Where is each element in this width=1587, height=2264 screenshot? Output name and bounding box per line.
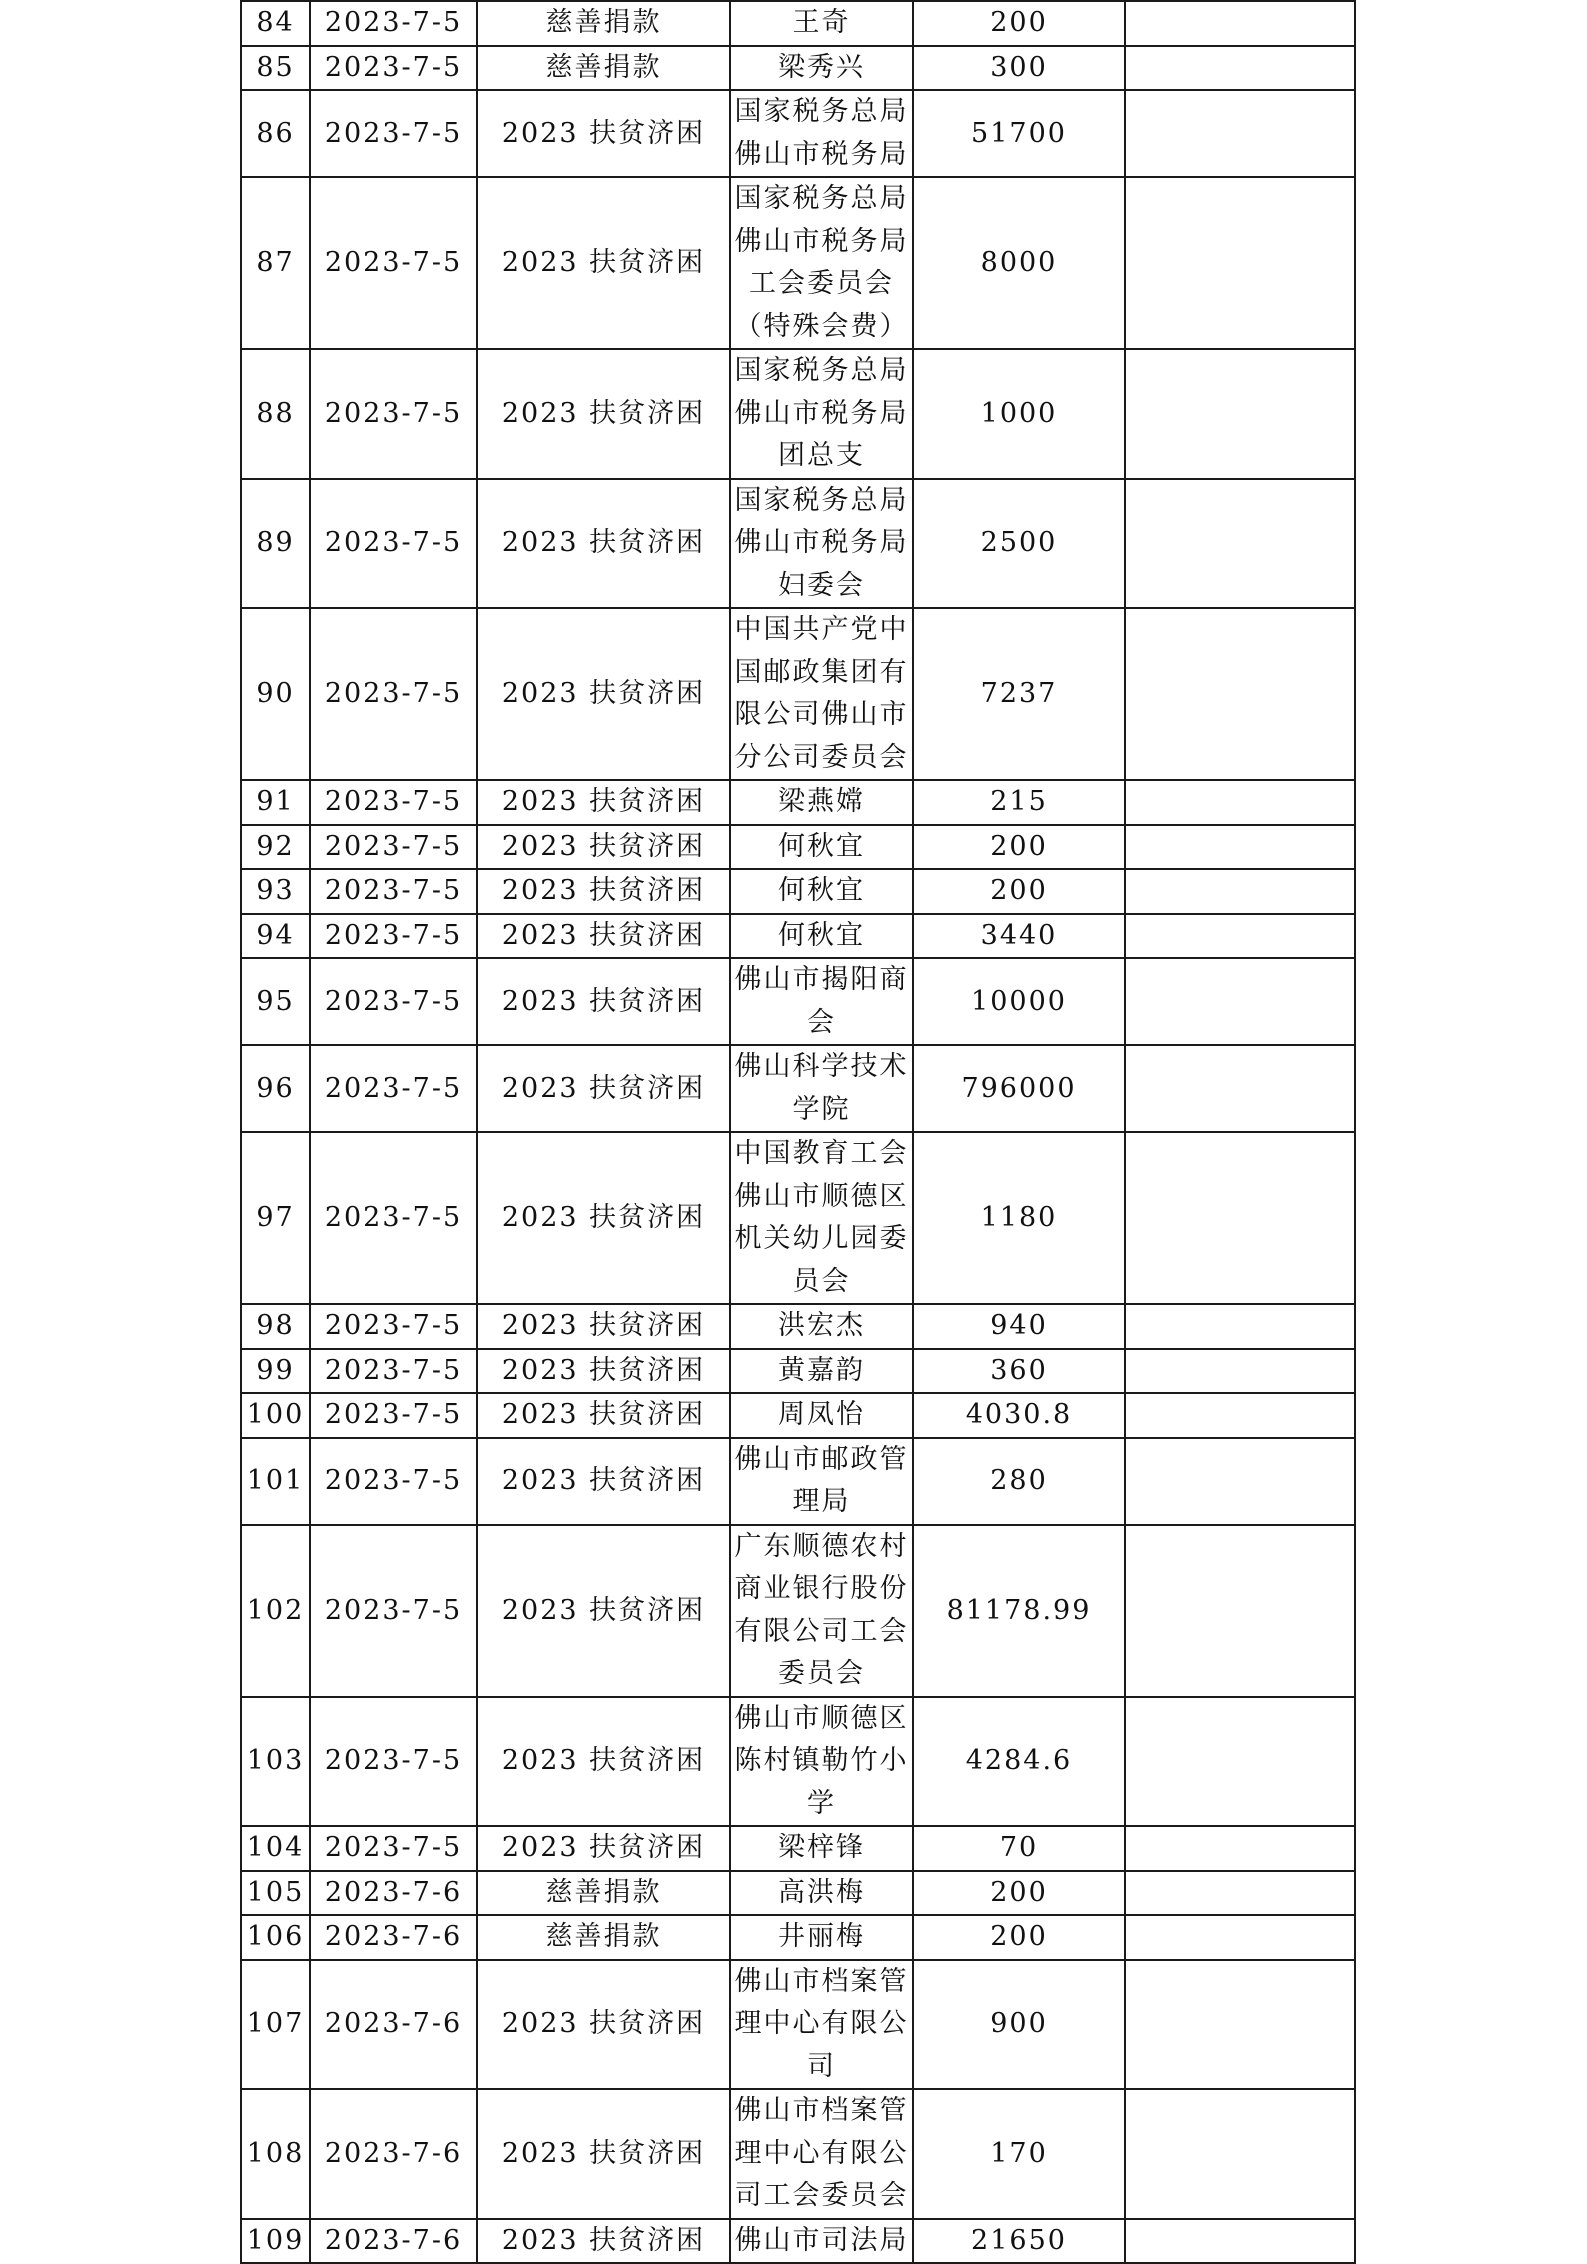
date-cell: 2023-7-5	[310, 349, 477, 479]
donor-name-line: 梁梓锋	[778, 1832, 865, 1863]
donation-type-cell: 2023 扶贫济困	[477, 1132, 730, 1304]
row-number-cell: 106	[241, 1915, 310, 1960]
donor-name-line: 佛山市顺德区	[734, 1702, 909, 1734]
donor-name-line: 周凤怡	[778, 1399, 865, 1430]
date-cell: 2023-7-5	[310, 958, 477, 1045]
donor-name-line: 何秋宜	[778, 875, 865, 906]
donor-name-line: 广东顺德农村	[734, 1530, 909, 1562]
date-cell: 2023-7-5	[310, 780, 477, 825]
row-number-cell: 85	[241, 46, 310, 91]
note-cell	[1125, 46, 1355, 91]
date-cell: 2023-7-5	[310, 1132, 477, 1304]
donation-type-cell: 2023 扶贫济困	[477, 2089, 730, 2219]
table-row	[241, 958, 1355, 1045]
table-row	[241, 349, 1355, 479]
date-cell: 2023-7-5	[310, 1349, 477, 1394]
note-cell	[1125, 1, 1355, 46]
note-cell	[1125, 825, 1355, 870]
row-number-cell: 107	[241, 1960, 310, 2090]
donation-type-cell: 2023 扶贫济困	[477, 1826, 730, 1871]
donor-name-cell	[730, 780, 913, 825]
donor-name-line: 何秋宜	[778, 919, 865, 951]
donor-name-line: 王奇	[792, 7, 851, 38]
donor-name-cell	[730, 1349, 913, 1394]
donation-type-cell: 2023 扶贫济困	[477, 1045, 730, 1132]
note-cell	[1125, 1304, 1355, 1349]
donor-name-line: 陈村镇勒竹小	[734, 1745, 909, 1776]
date-cell: 2023-7-5	[310, 1, 477, 46]
donor-name-line: 中国教育工会	[734, 1138, 909, 1169]
donor-name-line: 团总支	[778, 440, 865, 471]
date-cell: 2023-7-5	[310, 1304, 477, 1349]
donor-name-line: 理局	[792, 1486, 851, 1517]
note-cell	[1125, 1045, 1355, 1132]
donor-name-line: 学院	[792, 1093, 851, 1125]
date-cell: 2023-7-6	[310, 1871, 477, 1916]
donor-name-cell	[730, 1960, 913, 2090]
table-row	[241, 90, 1355, 177]
table-row	[241, 914, 1355, 959]
donor-name-line: 员会	[792, 1265, 851, 1297]
donor-name-cell	[730, 1871, 913, 1916]
row-number-cell: 108	[241, 2089, 310, 2219]
amount-cell: 280	[913, 1438, 1125, 1525]
donor-name-cell	[730, 1438, 913, 1525]
donation-type-cell: 2023 扶贫济困	[477, 1393, 730, 1438]
donation-type-cell: 慈善捐款	[477, 1871, 730, 1916]
note-cell	[1125, 1349, 1355, 1394]
date-cell: 2023-7-5	[310, 1393, 477, 1438]
donor-name-line: 国家税务总局	[734, 183, 909, 214]
donation-type-cell: 2023 扶贫济困	[477, 780, 730, 825]
amount-cell: 3440	[913, 914, 1125, 959]
amount-cell: 51700	[913, 90, 1125, 177]
date-cell: 2023-7-6	[310, 2089, 477, 2219]
donation-type-cell: 2023 扶贫济困	[477, 1960, 730, 2090]
table-row	[241, 1525, 1355, 1697]
donor-name-line: 黄嘉韵	[778, 1354, 865, 1386]
amount-cell: 300	[913, 46, 1125, 91]
donor-name-line: 司工会委员会	[734, 2180, 909, 2211]
donor-name-line: 理中心有限公	[734, 2137, 909, 2169]
donation-type-cell: 2023 扶贫济困	[477, 479, 730, 609]
donor-name-line: 中国共产党中	[734, 614, 909, 645]
amount-cell: 21650	[913, 2219, 1125, 2264]
donor-name-cell	[730, 46, 913, 91]
donor-name-cell	[730, 1915, 913, 1960]
donor-name-cell	[730, 1, 913, 46]
donor-name-cell	[730, 1697, 913, 1827]
donor-name-cell	[730, 608, 913, 780]
note-cell	[1125, 1525, 1355, 1697]
amount-cell: 200	[913, 825, 1125, 870]
donor-name-line: 会	[807, 1006, 836, 1038]
donation-type-cell: 2023 扶贫济困	[477, 1697, 730, 1827]
table-row	[241, 1349, 1355, 1394]
donor-name-line: 佛山市司法局	[734, 2224, 909, 2256]
donor-name-cell	[730, 2219, 913, 2264]
table-row	[241, 1871, 1355, 1916]
note-cell	[1125, 1697, 1355, 1827]
amount-cell: 900	[913, 1960, 1125, 2090]
donor-name-line: 佛山市顺德区	[734, 1180, 909, 1212]
table-row	[241, 1915, 1355, 1960]
note-cell	[1125, 869, 1355, 914]
date-cell: 2023-7-5	[310, 479, 477, 609]
amount-cell: 360	[913, 1349, 1125, 1394]
date-cell: 2023-7-5	[310, 177, 477, 349]
donor-name-line: 佛山市税务局	[734, 225, 909, 257]
note-cell	[1125, 90, 1355, 177]
amount-cell: 200	[913, 1915, 1125, 1960]
table-row	[241, 1045, 1355, 1132]
table-row	[241, 1826, 1355, 1871]
note-cell	[1125, 349, 1355, 479]
donor-name-line: 限公司佛山市	[734, 699, 909, 730]
date-cell: 2023-7-5	[310, 1697, 477, 1827]
amount-cell: 1000	[913, 349, 1125, 479]
row-number-cell: 103	[241, 1697, 310, 1827]
row-number-cell: 100	[241, 1393, 310, 1438]
donor-name-cell	[730, 1393, 913, 1438]
donation-type-cell: 2023 扶贫济困	[477, 914, 730, 959]
donor-name-line: 佛山市揭阳商	[734, 964, 909, 995]
table-row	[241, 2089, 1355, 2219]
row-number-cell: 84	[241, 1, 310, 46]
donor-name-line: 机关幼儿园委	[734, 1223, 909, 1254]
donor-name-line: 委员会	[778, 1658, 865, 1689]
note-cell	[1125, 2089, 1355, 2219]
donor-name-cell	[730, 869, 913, 914]
note-cell	[1125, 914, 1355, 959]
date-cell: 2023-7-6	[310, 1960, 477, 2090]
table-row	[241, 780, 1355, 825]
date-cell: 2023-7-5	[310, 1438, 477, 1525]
donation-table-body	[241, 1, 1355, 2263]
row-number-cell: 96	[241, 1045, 310, 1132]
donor-name-line: 工会委员会	[749, 268, 894, 299]
row-number-cell: 104	[241, 1826, 310, 1871]
table-row	[241, 825, 1355, 870]
row-number-cell: 93	[241, 869, 310, 914]
donation-type-cell: 慈善捐款	[477, 1, 730, 46]
table-row	[241, 1393, 1355, 1438]
donation-type-cell: 2023 扶贫济困	[477, 608, 730, 780]
note-cell	[1125, 2219, 1355, 2264]
table-row	[241, 1, 1355, 46]
donation-type-cell: 2023 扶贫济困	[477, 958, 730, 1045]
note-cell	[1125, 1871, 1355, 1916]
donor-name-cell	[730, 1525, 913, 1697]
amount-cell: 796000	[913, 1045, 1125, 1132]
row-number-cell: 98	[241, 1304, 310, 1349]
date-cell: 2023-7-5	[310, 869, 477, 914]
amount-cell: 81178.99	[913, 1525, 1125, 1697]
date-cell: 2023-7-5	[310, 608, 477, 780]
donor-name-line: 高洪梅	[778, 1876, 865, 1908]
donor-name-cell	[730, 1045, 913, 1132]
row-number-cell: 88	[241, 349, 310, 479]
donor-name-cell	[730, 958, 913, 1045]
amount-cell: 10000	[913, 958, 1125, 1045]
amount-cell: 8000	[913, 177, 1125, 349]
donor-name-line: 妇委会	[778, 569, 865, 601]
row-number-cell: 87	[241, 177, 310, 349]
amount-cell: 200	[913, 1871, 1125, 1916]
row-number-cell: 105	[241, 1871, 310, 1916]
donor-name-line: 洪宏杰	[778, 1310, 865, 1341]
donor-name-line: 分公司委员会	[734, 741, 909, 773]
note-cell	[1125, 780, 1355, 825]
donor-name-line: 佛山市税务局	[734, 527, 909, 558]
row-number-cell: 95	[241, 958, 310, 1045]
note-cell	[1125, 177, 1355, 349]
amount-cell: 940	[913, 1304, 1125, 1349]
amount-cell: 70	[913, 1826, 1125, 1871]
donor-name-cell	[730, 177, 913, 349]
note-cell	[1125, 958, 1355, 1045]
row-number-cell: 97	[241, 1132, 310, 1304]
donor-name-cell	[730, 90, 913, 177]
donor-name-line: 国家税务总局	[734, 96, 909, 127]
donor-name-line: （特殊会费）	[734, 310, 909, 342]
donation-type-cell: 2023 扶贫济困	[477, 90, 730, 177]
donor-name-cell	[730, 825, 913, 870]
row-number-cell: 90	[241, 608, 310, 780]
donation-type-cell: 2023 扶贫济困	[477, 869, 730, 914]
row-number-cell: 99	[241, 1349, 310, 1394]
donor-name-line: 商业银行股份	[734, 1573, 909, 1604]
donor-name-line: 学	[807, 1787, 836, 1819]
donor-name-line: 国邮政集团有	[734, 656, 909, 688]
donation-type-cell: 2023 扶贫济困	[477, 825, 730, 870]
table-row	[241, 1304, 1355, 1349]
donor-name-line: 有限公司工会	[734, 1615, 909, 1647]
row-number-cell: 102	[241, 1525, 310, 1697]
donation-type-cell: 2023 扶贫济困	[477, 1438, 730, 1525]
donor-name-line: 佛山市档案管	[734, 2095, 909, 2126]
note-cell	[1125, 1393, 1355, 1438]
date-cell: 2023-7-5	[310, 1525, 477, 1697]
table-row	[241, 177, 1355, 349]
note-cell	[1125, 479, 1355, 609]
donation-table	[240, 0, 1356, 2264]
donation-type-cell: 2023 扶贫济困	[477, 349, 730, 479]
table-row	[241, 1132, 1355, 1304]
donor-name-line: 国家税务总局	[734, 355, 909, 386]
donor-name-line: 井丽梅	[778, 1921, 865, 1952]
table-row	[241, 1438, 1355, 1525]
donor-name-line: 佛山市档案管	[734, 1965, 909, 1997]
date-cell: 2023-7-5	[310, 914, 477, 959]
note-cell	[1125, 1132, 1355, 1304]
row-number-cell: 109	[241, 2219, 310, 2264]
donation-type-cell: 2023 扶贫济困	[477, 2219, 730, 2264]
date-cell: 2023-7-6	[310, 1915, 477, 1960]
date-cell: 2023-7-5	[310, 825, 477, 870]
amount-cell: 4030.8	[913, 1393, 1125, 1438]
donor-name-line: 司	[807, 2050, 836, 2082]
donor-name-line: 佛山市税务局	[734, 397, 909, 429]
table-row	[241, 1697, 1355, 1827]
donation-type-cell: 2023 扶贫济困	[477, 1304, 730, 1349]
amount-cell: 7237	[913, 608, 1125, 780]
amount-cell: 2500	[913, 479, 1125, 609]
table-row	[241, 479, 1355, 609]
donor-name-line: 何秋宜	[778, 830, 865, 862]
donation-type-cell: 2023 扶贫济困	[477, 177, 730, 349]
note-cell	[1125, 1438, 1355, 1525]
table-row	[241, 46, 1355, 91]
donation-type-cell: 2023 扶贫济困	[477, 1349, 730, 1394]
donation-type-cell: 慈善捐款	[477, 46, 730, 91]
note-cell	[1125, 1826, 1355, 1871]
donor-name-line: 理中心有限公	[734, 2008, 909, 2039]
table-row	[241, 1960, 1355, 2090]
note-cell	[1125, 608, 1355, 780]
amount-cell: 4284.6	[913, 1697, 1125, 1827]
donor-name-cell	[730, 479, 913, 609]
row-number-cell: 91	[241, 780, 310, 825]
donor-name-line: 佛山市税务局	[734, 138, 909, 170]
note-cell	[1125, 1960, 1355, 2090]
row-number-cell: 94	[241, 914, 310, 959]
donor-name-cell	[730, 1132, 913, 1304]
amount-cell: 215	[913, 780, 1125, 825]
donor-name-line: 佛山科学技术	[734, 1051, 909, 1082]
donation-type-cell: 慈善捐款	[477, 1915, 730, 1960]
amount-cell: 1180	[913, 1132, 1125, 1304]
donor-name-cell	[730, 914, 913, 959]
donor-name-cell	[730, 2089, 913, 2219]
row-number-cell: 89	[241, 479, 310, 609]
donor-name-line: 国家税务总局	[734, 484, 909, 516]
donor-name-cell	[730, 1304, 913, 1349]
donor-name-line: 梁燕嫦	[778, 786, 865, 817]
date-cell: 2023-7-5	[310, 90, 477, 177]
note-cell	[1125, 1915, 1355, 1960]
table-row	[241, 869, 1355, 914]
date-cell: 2023-7-5	[310, 1826, 477, 1871]
donor-name-cell	[730, 1826, 913, 1871]
date-cell: 2023-7-6	[310, 2219, 477, 2264]
donor-name-cell	[730, 349, 913, 479]
date-cell: 2023-7-5	[310, 1045, 477, 1132]
table-row	[241, 608, 1355, 780]
amount-cell: 200	[913, 869, 1125, 914]
table-row	[241, 2219, 1355, 2264]
date-cell: 2023-7-5	[310, 46, 477, 91]
donor-name-line: 佛山市邮政管	[734, 1443, 909, 1475]
row-number-cell: 86	[241, 90, 310, 177]
amount-cell: 170	[913, 2089, 1125, 2219]
row-number-cell: 92	[241, 825, 310, 870]
row-number-cell: 101	[241, 1438, 310, 1525]
amount-cell: 200	[913, 1, 1125, 46]
donation-type-cell: 2023 扶贫济困	[477, 1525, 730, 1697]
donor-name-line: 梁秀兴	[778, 51, 865, 83]
